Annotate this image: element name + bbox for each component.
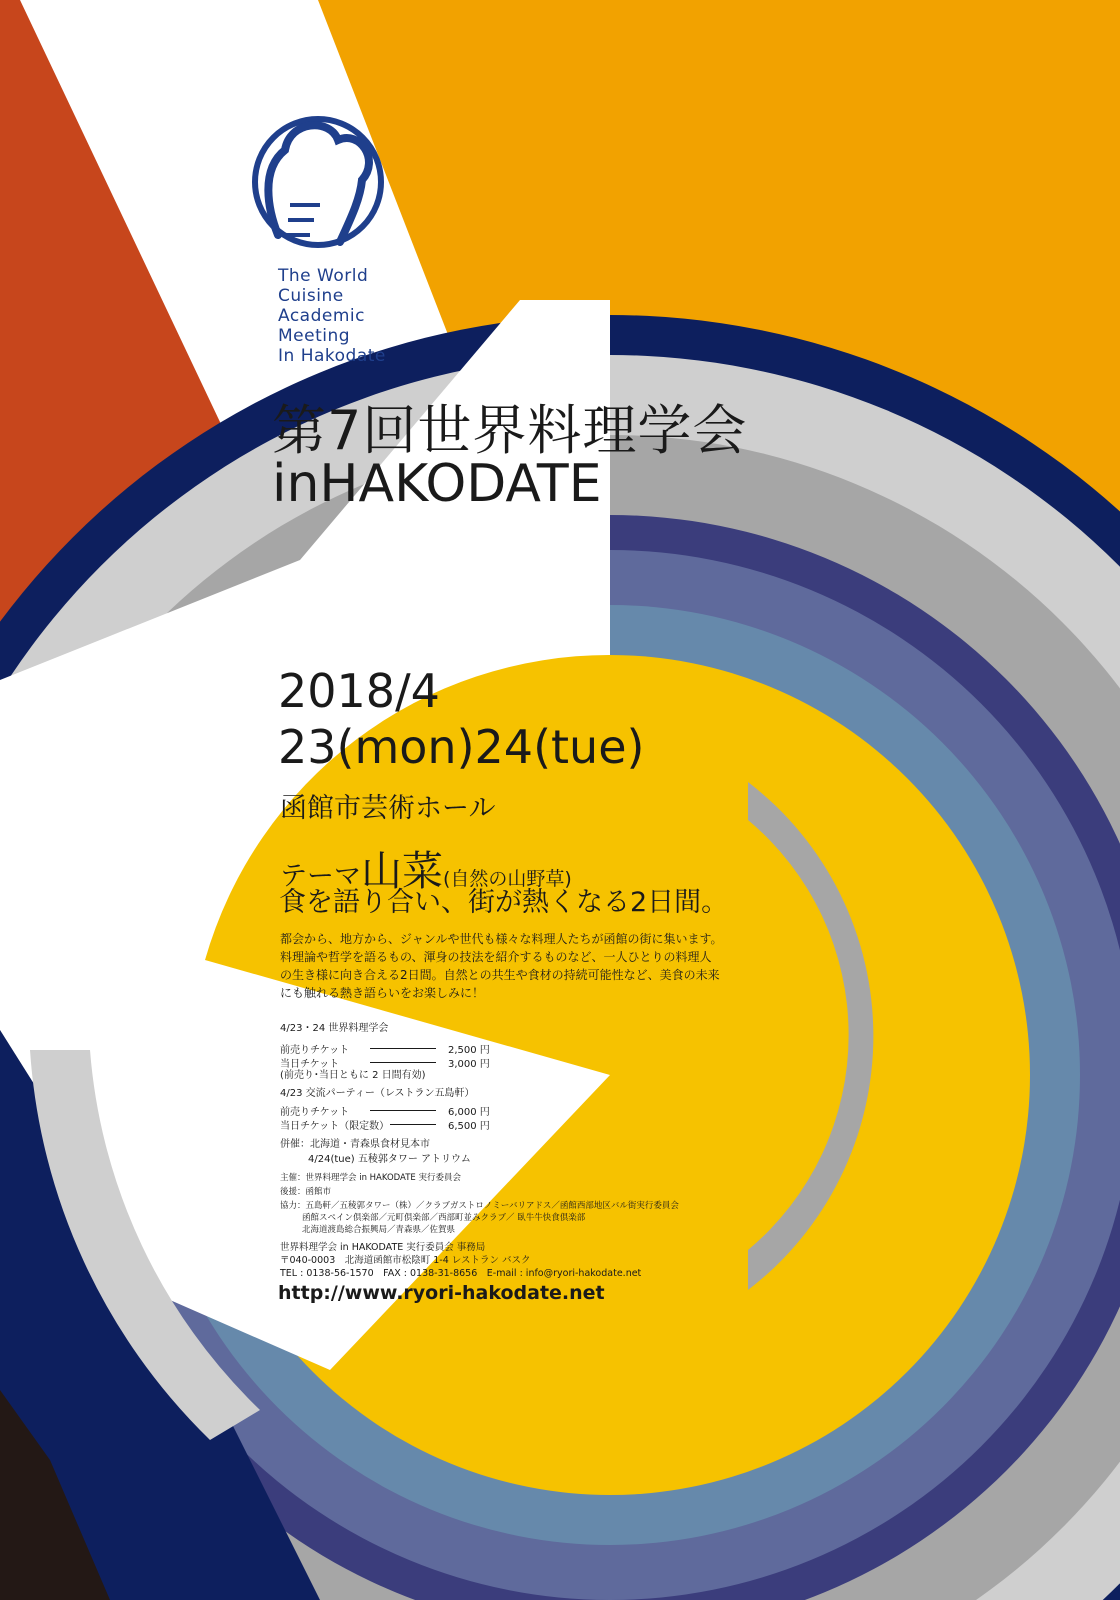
ticket-price: 6,500 円 <box>448 1121 490 1132</box>
ticket-leader-line <box>370 1062 436 1063</box>
side-event-line: 併催：北海道・青森県食材見本市 <box>280 1139 430 1150</box>
ticket-label: 当日チケット（限定数） <box>280 1121 390 1132</box>
logo-line: Academic <box>278 306 365 326</box>
ticket-price: 6,000 円 <box>448 1107 490 1118</box>
logo-line: The World <box>278 266 369 286</box>
office-contact: TEL : 0138-56-1570 FAX : 0138-31-8656 E-mail : info@ryori-hakodate.net <box>280 1268 642 1279</box>
party-ticket-heading: 4/23 交流パーティー（レストラン五島軒） <box>280 1088 475 1099</box>
logo-wordmark <box>278 266 386 366</box>
office-address: 〒040-0003 北海道函館市松陰町 1-4 レストラン バスク <box>280 1255 531 1266</box>
logo-line: In Hakodate <box>278 346 386 366</box>
ticket-row <box>280 1041 490 1056</box>
description-line: 都会から、地方から、ジャンルや世代も様々な料理人たちが函館の街に集います。 <box>280 932 723 946</box>
theme-note: (自然の山野草) <box>443 868 572 890</box>
event-date-days: 23(mon)24(tue) <box>278 720 645 774</box>
ticket-label: 当日チケット <box>280 1059 340 1070</box>
ticket-label: 前売りチケット <box>280 1045 350 1056</box>
event-tagline: 食を語り合い、街が熱くなる2日間。 <box>279 887 729 918</box>
title-japanese: 第7回世界料理学会 <box>272 399 748 462</box>
side-event-line: 4/24(tue) 五稜郭タワー アトリウム <box>308 1154 471 1165</box>
organizer-credit: 主催：世界料理学会 in HAKODATE 実行委員会 <box>280 1173 461 1183</box>
theme-main: 山菜 <box>361 847 443 895</box>
ticket-price: 3,000 円 <box>448 1059 490 1070</box>
logo-line: Meeting <box>278 326 351 346</box>
ticket-row <box>280 1055 490 1070</box>
office-name: 世界料理学会 in HAKODATE 実行委員会 事務局 <box>280 1242 486 1253</box>
cooperation-credit: 函館スペイン倶楽部／元町倶楽部／西部町並みクラブ／ 臥牛牛快食倶楽部 <box>302 1213 586 1223</box>
ticket-row <box>280 1103 490 1118</box>
event-venue: 函館市芸術ホール <box>280 793 496 824</box>
ticket-label: 前売りチケット <box>280 1107 350 1118</box>
ticket-leader-line <box>370 1048 436 1049</box>
description-line: の生き様に向き合える2日間。自然との共生や食材の持続可能性など、美食の未来 <box>280 968 720 982</box>
title-english: inHAKODATE <box>272 454 602 514</box>
ticket-price: 2,500 円 <box>448 1045 490 1056</box>
ticket-row <box>280 1117 490 1132</box>
cooperation-credit: 北海道渡島総合振興局／青森県／佐賀県 <box>302 1225 456 1235</box>
cooperation-credit: 協力：五島軒／五稜郭タワー（株）／クラブガストロノミーバリアドス／函館西部地区バル街実行委員会 <box>280 1201 679 1211</box>
logo-line: Cuisine <box>278 286 344 306</box>
event-date-year-month: 2018/4 <box>278 664 440 718</box>
theme-prefix: テーマ <box>280 861 361 892</box>
website-link[interactable]: http://www.ryori-hakodate.net <box>278 1282 605 1304</box>
ticket-leader-line <box>370 1110 436 1111</box>
conference-ticket-heading: 4/23・24 世界料理学会 <box>280 1023 389 1034</box>
ticket-leader-line <box>390 1124 436 1125</box>
description-line: 料理論や哲学を語るもの、渾身の技法を紹介するものなど、一人ひとりの料理人 <box>280 950 712 964</box>
sponsor-credit: 後援：函館市 <box>280 1187 332 1197</box>
conference-ticket-note: (前売り･当日ともに 2 日間有効) <box>280 1070 426 1081</box>
event-description <box>280 930 723 1002</box>
description-line: にも触れる熱き語らいをお楽しみに！ <box>280 986 485 1000</box>
